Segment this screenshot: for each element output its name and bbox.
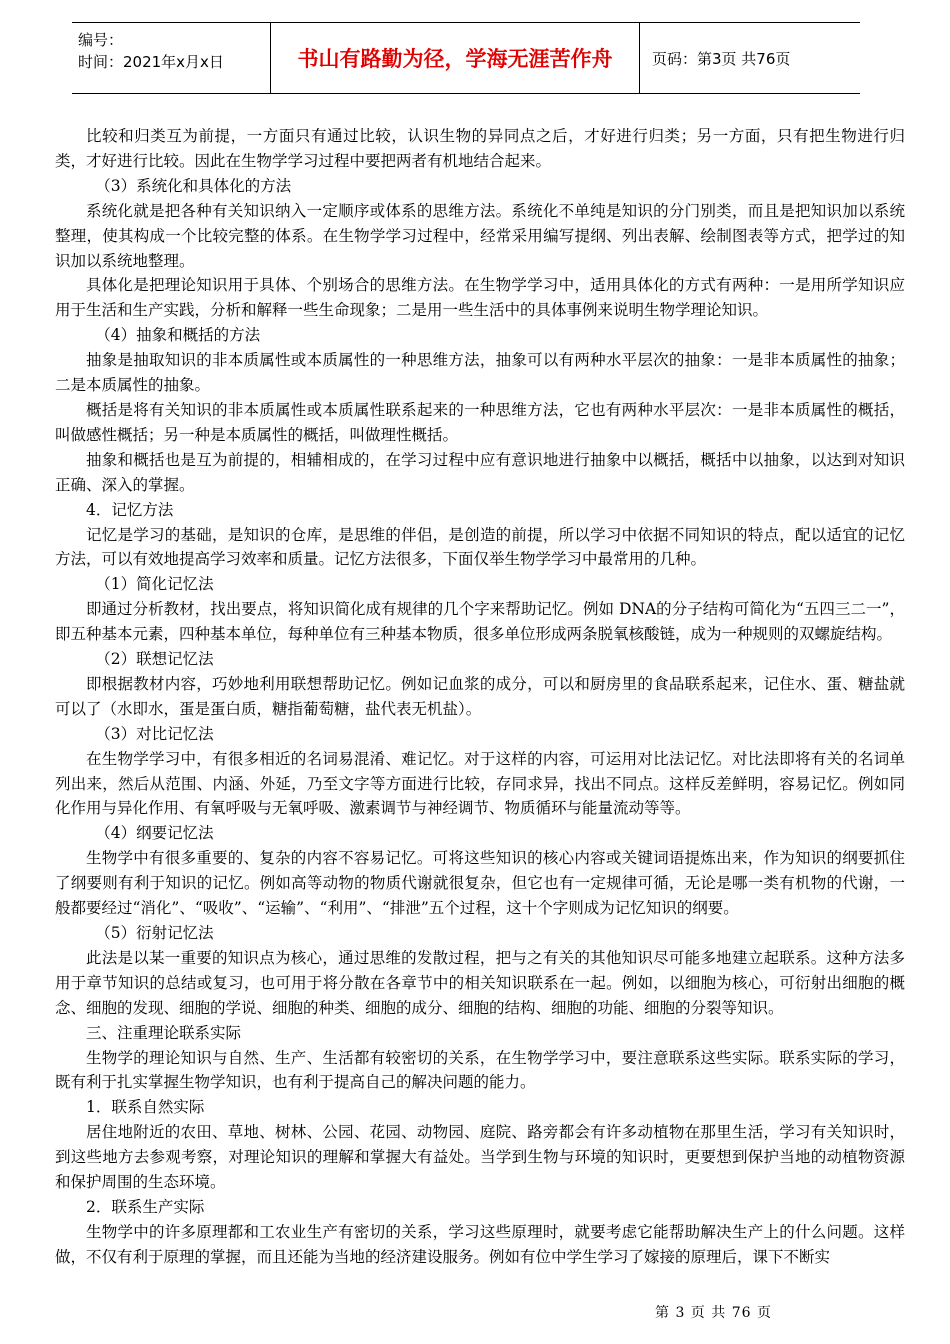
section-subheading: （4）抽象和概括的方法 <box>95 326 261 345</box>
header-info-cell <box>72 23 271 93</box>
header-page-cell <box>640 23 860 93</box>
body-paragraph: 居住地附近的农田、草地、树林、公园、花园、动物园、庭院、路旁都会有许多动植物在那里生活，学习有关知识时，到这些地方去参观考察，对理论知识的理解和掌握大有益处。当学到生物与环境的知识时，更要想到保护当地的动植物资源和保护周围的生态环境。 <box>55 1123 905 1192</box>
body-paragraph: 生物学中的许多原理都和工农业生产有密切的关系，学习这些原理时，就要考虑它能帮助解决生产上的什么问题。这样做，不仅有利于原理的掌握，而且还能为当地的经济建设服务。例如有位中学生学习了嫁接的原理后，课下不断实 <box>55 1222 905 1266</box>
section-subheading: （2）联想记忆法 <box>95 650 214 669</box>
page-header <box>72 22 860 94</box>
body-paragraph: 比较和归类互为前提，一方面只有通过比较，认识生物的异同点之后，才好进行归类；另一方面，只有把生物进行归类，才好进行比较。因此在生物学学习过程中要把两者有机地结合起来。 <box>55 127 905 170</box>
body-paragraph: 1．联系自然实际 <box>86 1098 205 1117</box>
header-motto-cell <box>271 23 640 93</box>
header-motto: 书山有路勤为径，学海无涯苦作舟 <box>297 47 613 71</box>
body-paragraph: 即通过分析教材，找出要点，将知识简化成有规律的几个字来帮助记忆。例如 DNA的分子结构可简化为“五四三二一”，即五种基本元素，四种基本单位，每种单位有三种基本物质，很多单位形成两条脱氧核酸链，成为一种规则的双螺旋结构。 <box>55 600 905 644</box>
section-subheading: （1）简化记忆法 <box>95 575 214 594</box>
body-paragraph: 生物学中有很多重要的、复杂的内容不容易记忆。可将这些知识的核心内容或关键词语提炼出来，作为知识的纲要抓住了纲要则有利于知识的记忆。例如高等动物的物质代谢就很复杂，但它也有一定规律可循，无论是哪一类有机物的代谢，一般都要经过“消化”、“吸收”、“运输”、“利用”、“排泄”五个过程，这十个字则成为记忆知识的纲要。 <box>55 849 905 918</box>
body-paragraph: 生物学的理论知识与自然、生产、生活都有较密切的关系，在生物学学习中，要注意联系这些实际。联系实际的学习，既有利于扎实掌握生物学知识，也有利于提高自己的解决问题的能力。 <box>55 1048 905 1092</box>
body-paragraph: 4．记忆方法 <box>86 500 174 519</box>
body-paragraph: 概括是将有关知识的非本质属性或本质属性联系起来的一种思维方法，它也有两种水平层次：一是非本质属性的概括，叫做感性概括；另一种是本质属性的概括，叫做理性概括。 <box>55 400 905 444</box>
header-page-code: 页码：第3页 共76页 <box>652 50 791 68</box>
document-time-label: 时间：2021年x月x日 <box>78 53 224 71</box>
section-subheading: （3）对比记忆法 <box>95 724 214 743</box>
section-subheading: （3）系统化和具体化的方法 <box>95 176 292 195</box>
body-paragraph: 记忆是学习的基础，是知识的仓库，是思维的伴侣，是创造的前提，所以学习中依据不同知识的特点，配以适宜的记忆方法，可以有效地提高学习效率和质量。记忆方法很多，下面仅举生物学学习中最常用的几种。 <box>55 525 905 569</box>
body-paragraph: 2．联系生产实际 <box>86 1197 205 1216</box>
body-paragraph: 即根据教材内容，巧妙地利用联想帮助记忆。例如记血浆的成分，可以和厨房里的食品联系起来，记住水、蛋、糖盐就可以了（水即水，蛋是蛋白质，糖指葡萄糖，盐代表无机盐）。 <box>55 674 905 718</box>
page-footer: 第 3 页 共 76 页 <box>655 1305 772 1321</box>
body-paragraph: 在生物学学习中，有很多相近的名词易混淆、难记忆。对于这样的内容，可运用对比法记忆。对比法即将有关的名词单列出来，然后从范围、内涵、外延，乃至文字等方面进行比较，存同求异，找出不同点。这样反差鲜明，容易记忆。例如同化作用与异化作用、有氧呼吸与无氧呼吸、激素调节与神经调节、物质循环与能量流动等等。 <box>55 749 905 818</box>
document-number-label: 编号： <box>78 31 124 49</box>
document-body <box>55 124 905 1270</box>
section-subheading: （4）纲要记忆法 <box>95 824 214 843</box>
body-paragraph: 抽象和概括也是互为前提的，相辅相成的，在学习过程中应有意识地进行抽象中以概括，概括中以抽象，以达到对知识正确、深入的掌握。 <box>55 450 905 494</box>
body-paragraph: 具体化是把理论知识用于具体、个别场合的思维方法。在生物学学习中，适用具体化的方式有两种：一是用所学知识应用于生活和生产实践，分析和解释一些生命现象；二是用一些生活中的具体事例来说明生物学理论知识。 <box>55 276 905 320</box>
body-paragraph: 此法是以某一重要的知识点为核心，通过思维的发散过程，把与之有关的其他知识尽可能多地建立起联系。这种方法多用于章节知识的总结或复习，也可用于将分散在各章节中的相关知识联系在一起。例如，以细胞为核心，可衍射出细胞的概念、细胞的发现、细胞的学说、细胞的种类、细胞的成分、细胞的结构、细胞的功能、细胞的分裂等知识。 <box>55 948 905 1017</box>
section-subheading: （5）衍射记忆法 <box>95 924 214 942</box>
body-paragraph: 系统化就是把各种有关知识纳入一定顺序或体系的思维方法。系统化不单纯是知识的分门别类，而且是把知识加以系统整理，使其构成一个比较完整的体系。在生物学学习过程中，经常采用编写提纲、列出表解、绘制图表等方式，把学过的知识加以系统地整理。 <box>55 201 905 270</box>
body-paragraph: 抽象是抽取知识的非本质属性或本质属性的一种思维方法，抽象可以有两种水平层次的抽象：一是非本质属性的抽象；二是本质属性的抽象。 <box>55 351 905 395</box>
body-paragraph: 三、注重理论联系实际 <box>86 1023 242 1042</box>
